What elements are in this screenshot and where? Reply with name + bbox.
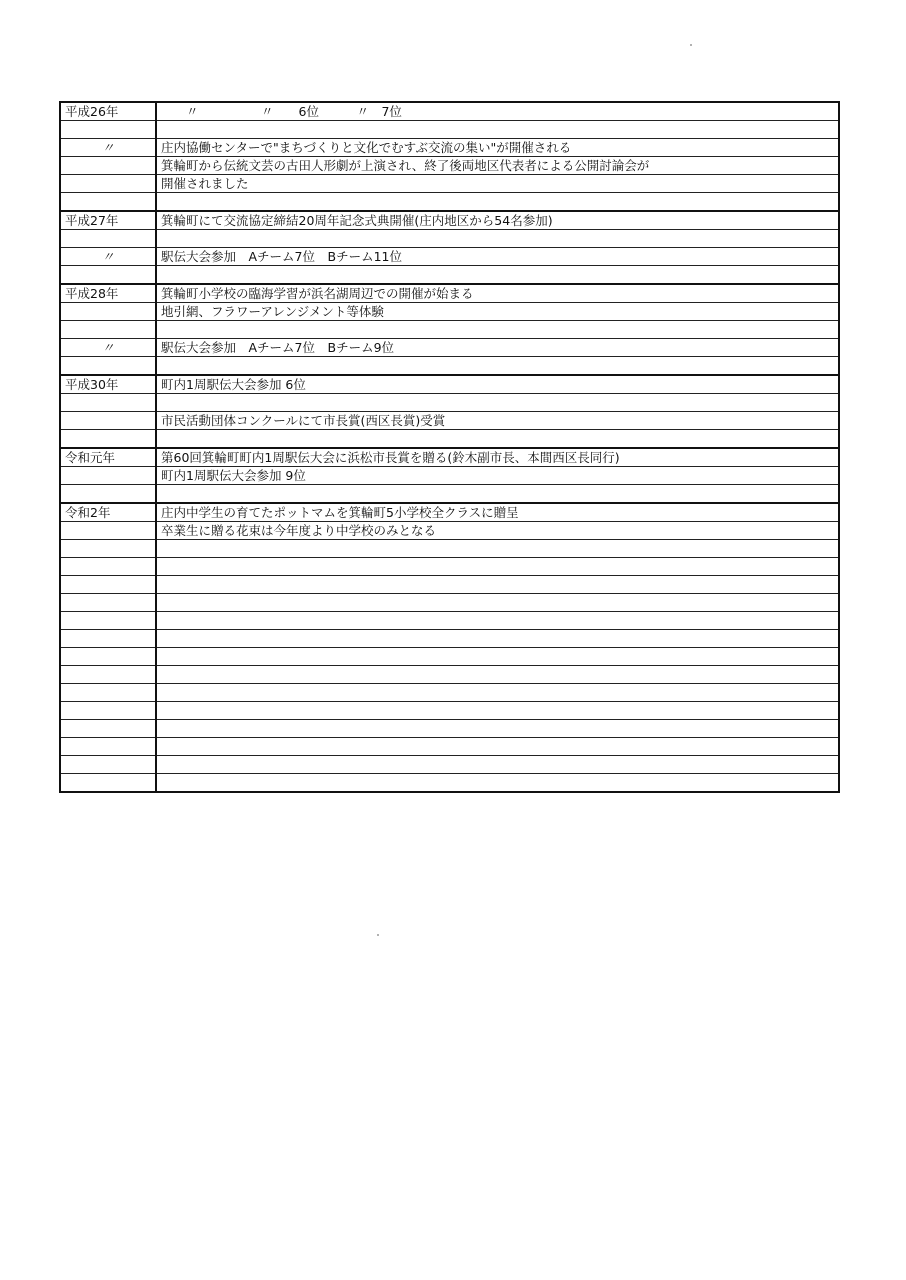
- table-row: [60, 684, 839, 702]
- table-row: [60, 321, 839, 339]
- event-cell: [156, 357, 839, 376]
- table-row: [60, 230, 839, 248]
- year-cell: [60, 648, 156, 666]
- table-row: [60, 339, 839, 357]
- year-cell: 令和2年: [60, 503, 156, 522]
- table-row: [60, 702, 839, 720]
- event-cell: [156, 684, 839, 702]
- event-cell: 駅伝大会参加 Aチーム7位 Bチーム9位: [156, 339, 839, 357]
- year-cell: 令和元年: [60, 448, 156, 467]
- table-row: [60, 612, 839, 630]
- table-row: [60, 720, 839, 738]
- year-cell: 〃: [60, 139, 156, 157]
- table-row: [60, 266, 839, 285]
- year-cell: 平成27年: [60, 211, 156, 230]
- table-row: [60, 522, 839, 540]
- event-cell: [156, 230, 839, 248]
- event-cell: 開催されました: [156, 175, 839, 193]
- event-cell: 卒業生に贈る花束は今年度より中学校のみとなる: [156, 522, 839, 540]
- event-cell: [156, 702, 839, 720]
- event-cell: [156, 193, 839, 212]
- event-cell: 町内1周駅伝大会参加 9位: [156, 467, 839, 485]
- year-cell: [60, 702, 156, 720]
- event-cell: 第60回箕輪町町内1周駅伝大会に浜松市長賞を贈る(鈴木副市長、本間西区長同行): [156, 448, 839, 467]
- table-row: [60, 102, 839, 121]
- year-cell: [60, 738, 156, 756]
- table-row: [60, 375, 839, 394]
- event-cell: [156, 430, 839, 449]
- table-row: [60, 467, 839, 485]
- table-row: [60, 774, 839, 793]
- table-row: [60, 211, 839, 230]
- table-row: [60, 157, 839, 175]
- year-cell: [60, 467, 156, 485]
- year-cell: [60, 357, 156, 376]
- table-row: [60, 357, 839, 376]
- year-cell: [60, 522, 156, 540]
- history-table: [59, 101, 840, 793]
- year-cell: [60, 266, 156, 285]
- event-cell: [156, 720, 839, 738]
- year-cell: [60, 774, 156, 793]
- year-cell: [60, 412, 156, 430]
- table-row: [60, 594, 839, 612]
- table-row: [60, 412, 839, 430]
- event-cell: 庄内協働センターで"まちづくりと文化でむすぶ交流の集い"が開催される: [156, 139, 839, 157]
- year-cell: [60, 175, 156, 193]
- table-row: [60, 503, 839, 522]
- table-row: [60, 738, 839, 756]
- event-cell: [156, 612, 839, 630]
- event-cell: [156, 121, 839, 139]
- year-cell: [60, 666, 156, 684]
- year-cell: [60, 193, 156, 212]
- year-cell: [60, 576, 156, 594]
- event-cell: [156, 774, 839, 793]
- table-row: [60, 540, 839, 558]
- year-cell: [60, 630, 156, 648]
- year-cell: [60, 594, 156, 612]
- table-row: [60, 630, 839, 648]
- event-cell: 箕輪町小学校の臨海学習が浜名湖周辺での開催が始まる: [156, 284, 839, 303]
- event-cell: 庄内中学生の育てたポットマムを箕輪町5小学校全クラスに贈呈: [156, 503, 839, 522]
- year-cell: [60, 612, 156, 630]
- event-cell: 町内1周駅伝大会参加 6位: [156, 375, 839, 394]
- year-cell: [60, 485, 156, 504]
- table-row: [60, 448, 839, 467]
- scan-speck: [690, 44, 692, 46]
- history-table-body: [60, 102, 839, 792]
- event-cell: [156, 756, 839, 774]
- event-cell: [156, 738, 839, 756]
- event-cell: [156, 485, 839, 504]
- year-cell: 平成26年: [60, 102, 156, 121]
- table-row: [60, 394, 839, 412]
- table-row: [60, 139, 839, 157]
- table-row: [60, 648, 839, 666]
- year-cell: [60, 230, 156, 248]
- event-cell: 市民活動団体コンクールにて市長賞(西区長賞)受賞: [156, 412, 839, 430]
- event-cell: [156, 394, 839, 412]
- event-cell: 箕輪町から伝統文芸の古田人形劇が上演され、終了後両地区代表者による公開討論会が: [156, 157, 839, 175]
- year-cell: [60, 394, 156, 412]
- table-row: [60, 121, 839, 139]
- year-cell: [60, 121, 156, 139]
- event-cell: 駅伝大会参加 Aチーム7位 Bチーム11位: [156, 248, 839, 266]
- year-cell: 〃: [60, 248, 156, 266]
- year-cell: 平成30年: [60, 375, 156, 394]
- event-cell: [156, 558, 839, 576]
- event-cell: [156, 266, 839, 285]
- scan-speck: [377, 934, 379, 936]
- table-row: [60, 193, 839, 212]
- year-cell: 〃: [60, 339, 156, 357]
- event-cell: [156, 648, 839, 666]
- table-row: [60, 576, 839, 594]
- year-cell: [60, 321, 156, 339]
- year-cell: [60, 720, 156, 738]
- event-cell: 箕輪町にて交流協定締結20周年記念式典開催(庄内地区から54名参加): [156, 211, 839, 230]
- event-cell: 地引網、フラワーアレンジメント等体験: [156, 303, 839, 321]
- event-cell: [156, 594, 839, 612]
- year-cell: [60, 558, 156, 576]
- year-cell: [60, 684, 156, 702]
- table-row: [60, 666, 839, 684]
- year-cell: [60, 303, 156, 321]
- table-row: [60, 248, 839, 266]
- year-cell: [60, 430, 156, 449]
- year-cell: [60, 756, 156, 774]
- year-cell: 平成28年: [60, 284, 156, 303]
- event-cell: [156, 630, 839, 648]
- table-row: [60, 485, 839, 504]
- table-row: [60, 284, 839, 303]
- table-row: [60, 756, 839, 774]
- year-cell: [60, 157, 156, 175]
- table-row: [60, 558, 839, 576]
- event-cell: [156, 666, 839, 684]
- event-cell: [156, 576, 839, 594]
- year-cell: [60, 540, 156, 558]
- event-cell: [156, 321, 839, 339]
- event-cell: [156, 540, 839, 558]
- table-row: [60, 303, 839, 321]
- event-cell: 〃 〃 6位 〃 7位: [156, 102, 839, 121]
- table-row: [60, 175, 839, 193]
- table-row: [60, 430, 839, 449]
